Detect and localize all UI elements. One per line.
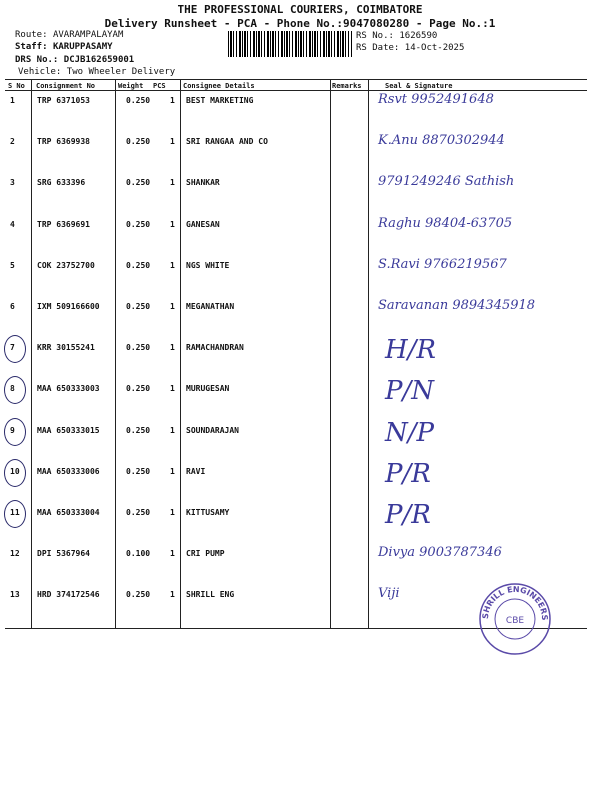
row-sno: 7 [10,343,15,353]
handwritten-signature: N/P [385,417,435,448]
col-header-seal-signature: Seal & Signature [385,82,453,90]
row-sno: 10 [10,466,20,476]
row-sno: 11 [10,508,20,517]
row-consignment: TRP 6369691 [37,219,90,229]
row-consignee: MURUGESAN [186,384,230,394]
row-consignment: MAA 650333003 [37,384,100,394]
handwritten-signature: P/N [385,376,435,407]
row-consignee: BEST MARKETING [186,96,254,105]
row-consignment: HRD 374172546 [37,590,100,600]
col-header-sno: S No [8,82,25,90]
handwritten-signature: P/R [385,500,431,530]
row-weight: 0.250 [126,466,151,476]
row-consignee: RAMACHANDRAN [186,343,244,353]
rs-date-line: RS Date: 14-Oct-2025 [356,43,465,53]
route-line: Route: AVARAMPALAYAM [15,30,124,40]
row-number-circle-mark [4,459,26,487]
row-pcs: 1 [170,302,175,311]
row-consignment: DPI 5367964 [37,549,90,559]
handwritten-signature: P/R [385,458,431,489]
row-consignee: CRI PUMP [186,549,225,559]
drs-line: DRS No.: DCJB162659001 [15,55,135,65]
col-header-remarks: Remarks [332,82,362,90]
col-divider [115,80,116,628]
company-title: THE PROFESSIONAL COURIERS, COIMBATORE [177,3,423,16]
row-sno: 8 [10,384,15,394]
row-pcs: 1 [170,178,175,188]
row-weight: 0.100 [126,549,151,559]
row-sno: 4 [10,219,15,229]
col-header-pcs: PCS [153,82,166,90]
row-pcs: 1 [170,590,175,600]
row-weight: 0.250 [126,343,151,353]
row-pcs: 1 [170,549,175,559]
row-weight: 0.250 [126,425,151,435]
row-weight: 0.250 [126,137,151,147]
route-value: AVARAMPALAYAM [52,30,124,40]
seal-inner-text: CBE [505,616,525,626]
row-sno: 3 [10,178,15,188]
row-sno: 2 [10,137,15,147]
row-consignee: NGS WHITE [186,260,230,270]
vehicle-value: Two Wheeler Delivery [66,67,176,77]
row-sno: 13 [10,590,20,600]
col-header-consignment: Consignment No [36,82,96,90]
row-consignment: MAA 650333006 [37,466,100,476]
row-consignee: MEGANATHAN [186,302,235,311]
row-consignee: SHRILL ENG [186,590,235,600]
seal-outer-text: SHRILL ENGINEERS [480,584,550,621]
company-seal-stamp [478,582,552,656]
col-divider [180,80,181,628]
row-consignment: SRG 633396 [37,178,86,188]
handwritten-signature: S.Ravi 9766219567 [378,256,507,272]
drs-value: DCJB162659001 [63,55,135,65]
col-divider [31,80,32,628]
staff-line: Staff: KARUPPASAMY [15,42,113,52]
row-consignee: SOUNDARAJAN [186,425,239,435]
row-consignment: MAA 650333004 [37,508,100,517]
row-number-circle-mark [4,335,26,363]
row-weight: 0.250 [126,260,151,270]
col-header-consignee: Consignee Details [183,82,255,90]
row-weight: 0.250 [126,178,151,188]
row-weight: 0.250 [126,590,151,600]
row-weight: 0.250 [126,302,151,311]
handwritten-signature: Divya 9003787346 [378,545,502,561]
row-sno: 5 [10,260,15,270]
row-consignee: SHANKAR [186,178,220,188]
row-consignee: SRI RANGAA AND CO [186,137,268,147]
handwritten-signature: 9791249246 Sathish [378,174,515,190]
row-pcs: 1 [170,137,175,147]
rs-no-value: 1626590 [399,31,438,41]
row-pcs: 1 [170,508,175,517]
vehicle-line: Vehicle: Two Wheeler Delivery [18,67,176,77]
row-consignment: IXM 509166600 [37,302,100,311]
row-consignment: TRP 6371053 [37,96,90,105]
row-sno: 12 [10,549,20,559]
row-pcs: 1 [170,343,175,353]
row-pcs: 1 [170,219,175,229]
row-pcs: 1 [170,466,175,476]
row-sno: 9 [10,425,15,435]
row-consignment: TRP 6369938 [37,137,90,147]
row-weight: 0.250 [126,219,151,229]
staff-value: KARUPPASAMY [52,42,113,52]
row-consignee: RAVI [186,466,206,476]
row-pcs: 1 [170,384,175,394]
row-pcs: 1 [170,96,175,105]
row-number-circle-mark [4,500,26,528]
row-sno: 6 [10,302,15,311]
table-top-border [5,79,587,80]
row-consignee: KITTUSAMY [186,508,230,517]
row-weight: 0.250 [126,96,151,105]
runsheet-subtitle: Delivery Runsheet - PCA - Phone No.:9047080280 - Page No.:1 [104,17,496,30]
row-consignment: COK 23752700 [37,260,95,270]
row-consignment: KRR 30155241 [37,343,95,353]
rs-date-value: 14-Oct-2025 [404,43,465,53]
rs-no-line: RS No.: 1626590 [356,31,438,41]
barcode [228,31,352,57]
row-weight: 0.250 [126,384,151,394]
handwritten-signature: Saravanan 9894345918 [378,298,536,313]
handwritten-signature: Rsvt 9952491648 [378,92,494,107]
row-sno: 1 [10,96,15,105]
table-header-border [5,90,587,91]
col-divider [330,80,331,628]
handwritten-signature: Viji [378,586,400,602]
row-number-circle-mark [4,418,26,446]
handwritten-signature: K.Anu 8870302944 [378,133,505,149]
row-number-circle-mark [4,376,26,404]
col-header-weight: Weight [118,82,144,90]
row-consignment: MAA 650333015 [37,425,100,435]
row-pcs: 1 [170,260,175,270]
row-weight: 0.250 [126,508,151,517]
col-divider [368,80,369,628]
handwritten-signature: Raghu 98404-63705 [378,215,513,231]
row-pcs: 1 [170,425,175,435]
handwritten-signature: H/R [385,335,437,366]
row-consignee: GANESAN [186,219,220,229]
